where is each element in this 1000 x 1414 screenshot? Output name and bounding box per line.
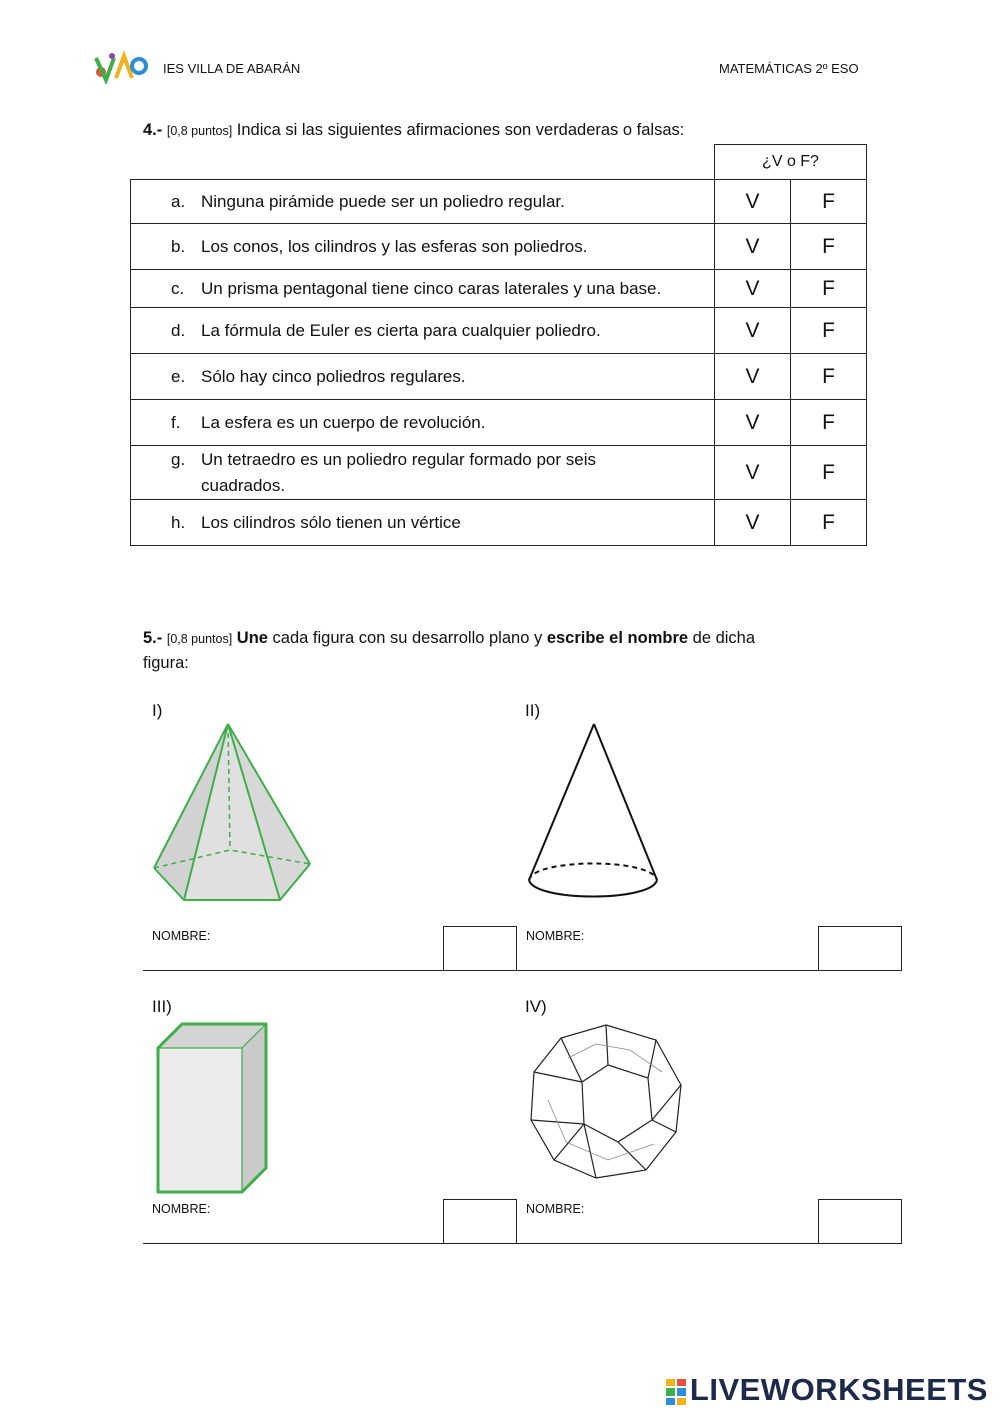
v-option[interactable]: V — [715, 354, 791, 400]
v-option[interactable]: V — [715, 224, 791, 270]
vf-column-header: ¿V o F? — [715, 145, 867, 180]
row-statement: La esfera es un cuerpo de revolución. — [201, 412, 486, 432]
f-option[interactable]: F — [791, 500, 867, 546]
row-statement: Ninguna pirámide puede ser un poliedro regular. — [201, 191, 565, 211]
pentagonal-pyramid-icon — [148, 718, 318, 908]
row-letter: f. — [171, 412, 181, 432]
q5-points: [0,8 puntos] — [166, 632, 233, 646]
table-row — [131, 400, 867, 446]
q4-points: [0,8 puntos] — [166, 124, 233, 138]
divider-line-1 — [143, 970, 901, 971]
q5-prompt-mid: cada figura con su desarrollo plano y — [272, 629, 543, 647]
nombre-label-1: NOMBRE: — [152, 929, 211, 943]
answer-box-2[interactable] — [818, 926, 902, 971]
vertical-divider-1 — [516, 926, 517, 970]
f-option[interactable]: F — [791, 308, 867, 354]
table-row — [131, 354, 867, 400]
row-letter: e. — [171, 366, 186, 386]
row-statement: La fórmula de Euler es cierta para cualquier poliedro. — [201, 320, 601, 340]
liveworksheets-logo-icon — [666, 1379, 686, 1405]
school-logo — [92, 50, 148, 84]
answer-box-4[interactable] — [818, 1199, 902, 1244]
row-letter: d. — [171, 320, 186, 340]
table-row — [131, 180, 867, 224]
row-statement: Los cilindros sólo tienen un vértice — [201, 512, 461, 532]
subject-name: MATEMÁTICAS 2º ESO — [719, 61, 859, 76]
answer-box-1[interactable] — [443, 926, 517, 971]
q5-prompt-end: de dicha — [692, 629, 756, 647]
q5-bold-une: Une — [236, 629, 268, 647]
row-letter: a. — [171, 191, 186, 211]
row-letter: b. — [171, 236, 186, 256]
q4-title — [143, 121, 684, 140]
q4-number: 4.- — [143, 121, 163, 139]
figure-label-2: II) — [525, 701, 541, 720]
figure-label-3: III) — [152, 997, 172, 1016]
figure-label-4: IV) — [525, 997, 547, 1016]
q5-prompt-line2: figura: — [143, 653, 189, 672]
row-letter: c. — [171, 278, 185, 298]
f-option[interactable]: F — [791, 400, 867, 446]
f-option[interactable]: F — [791, 354, 867, 400]
v-option[interactable]: V — [715, 446, 791, 500]
divider-line-2 — [143, 1243, 901, 1244]
v-option[interactable]: V — [715, 308, 791, 354]
row-letter: h. — [171, 512, 186, 532]
q5-bold-nombre: escribe el nombre — [546, 629, 689, 647]
vertical-divider-2 — [516, 1199, 517, 1243]
table-row — [131, 270, 867, 308]
v-option[interactable]: V — [715, 500, 791, 546]
table-row — [131, 500, 867, 546]
row-statement: Un prisma pentagonal tiene cinco caras laterales y una base. — [201, 278, 662, 298]
school-name: IES VILLA DE ABARÁN — [163, 61, 301, 76]
q4-prompt: Indica si las siguientes afirmaciones son verdaderas o falsas: — [236, 121, 685, 139]
q5-title — [143, 626, 863, 676]
nombre-label-3: NOMBRE: — [152, 1202, 211, 1216]
row-statement: Sólo hay cinco poliedros regulares. — [201, 366, 466, 386]
q5-number: 5.- — [143, 629, 163, 647]
liveworksheets-brand — [666, 1372, 988, 1408]
table-row — [131, 308, 867, 354]
f-option[interactable]: F — [791, 180, 867, 224]
nombre-label-4: NOMBRE: — [526, 1202, 585, 1216]
row-letter: g. — [171, 450, 186, 469]
f-option[interactable]: F — [791, 224, 867, 270]
table-row — [131, 224, 867, 270]
v-option[interactable]: V — [715, 180, 791, 224]
nombre-label-2: NOMBRE: — [526, 929, 585, 943]
dodecahedron-icon — [526, 1020, 686, 1185]
row-statement: Los conos, los cilindros y las esferas son poliedros. — [201, 236, 588, 256]
rectangular-prism-icon — [152, 1018, 276, 1198]
f-option[interactable]: F — [791, 446, 867, 500]
f-option[interactable]: F — [791, 270, 867, 308]
true-false-table — [130, 144, 867, 546]
brand-text: LIVEWORKSHEETS — [689, 1372, 988, 1407]
v-option[interactable]: V — [715, 270, 791, 308]
table-row — [131, 446, 867, 500]
figure-label-1: I) — [152, 701, 163, 720]
cone-icon — [524, 720, 664, 906]
answer-box-3[interactable] — [443, 1199, 517, 1244]
row-statement: Un tetraedro es un poliedro regular formado por seis cuadrados. — [201, 450, 596, 495]
v-option[interactable]: V — [715, 400, 791, 446]
